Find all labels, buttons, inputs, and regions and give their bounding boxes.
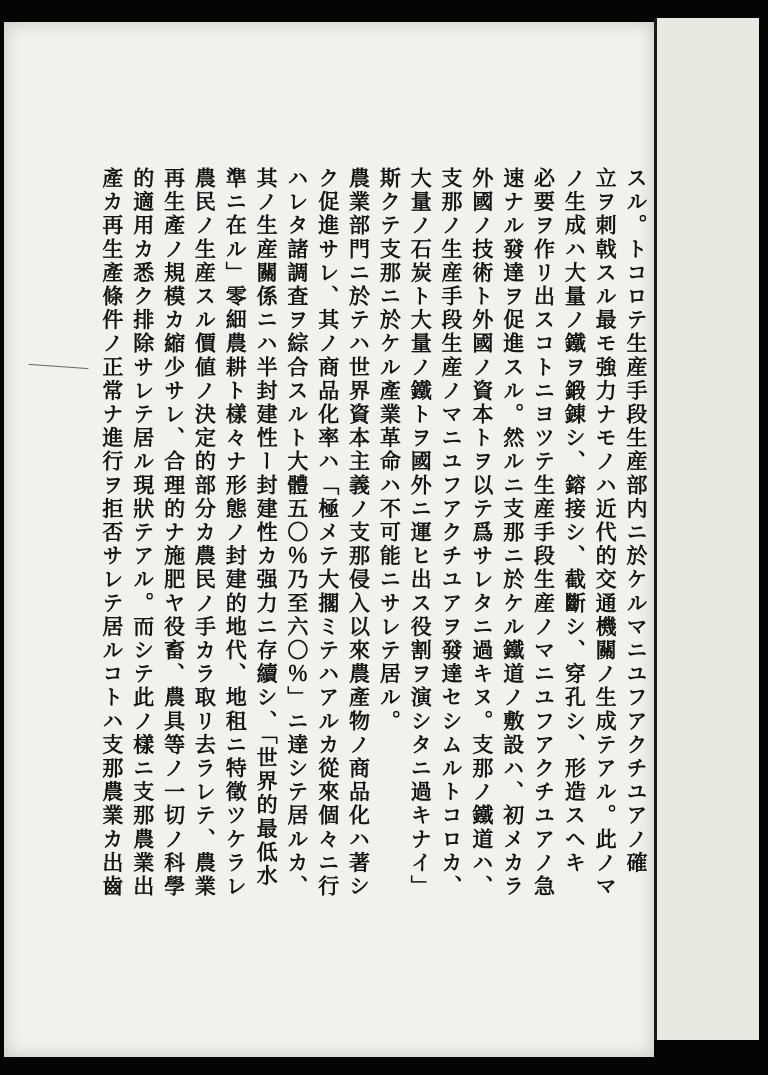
text-column: 的適用カ悉ク排除サレテ居ル現狀テアル。而シテ此ノ樣ニ支那農業出 [130,167,156,899]
text-column: 立ヲ刺戟スル最モ強力ナモノハ近代的交通機關ノ生成テアル。此ノマ [593,167,619,899]
text-column: 支那ノ生産手段生産ノマニユフアクチユアヲ發達セシムルトコロカ、 [439,167,465,899]
text-column: 斯クテ支那ニ於ケル產業革命ハ不可能ニサレテ居ル。 [377,167,403,734]
text-column: 外國ノ技術ト外國ノ資本トヲ以テ爲サレタニ過キヌ。支那ノ鐵道ハ、 [469,167,495,899]
adjacent-page-edge [654,18,759,1040]
text-column: ノ生成ハ大量ノ鐵ヲ鍛錬シ、鎔接シ、截斷シ、穿孔シ、形造スヘキ [562,167,588,875]
text-column: 再生產ノ規模カ縮少サレ、合理的ナ施肥ヤ役畜、農具等ノ一切ノ科學 [161,167,187,899]
text-column: 速ナル發達ヲ促進スル。然ルニ支那ニ於ケル鐵道ノ敷設ハ、初メカラ [500,167,526,899]
stray-pen-mark [29,350,90,369]
text-column: 其ノ生産關係ニハ半封建性ー封建性カ强力ニ存續シ、「世界的最低水 [254,167,280,889]
text-column: ハレタ諸調査ヲ綜合スルト大體五〇％乃至六〇％」ニ達シテ居ルカ、 [284,167,310,899]
text-column: 農業部門ニ於テハ世界資本主義ノ支那侵入以來農產物ノ商品化ハ著シ [346,167,372,899]
text-column: ク促進サレ、其ノ商品化率ハ「極メテ大擱ミテハアルカ從來個々ニ行 [315,167,341,899]
text-column: 準ニ在ル」零細農耕ト樣々ナ形態ノ封建的地代、地租ニ特徵ツケラレ [223,167,249,899]
text-column: スル。トコロテ生産手段生産部内ニ於ケルマニユフアクチユアノ確 [624,167,649,875]
text-column: 產カ再生產條件ノ正常ナ進行ヲ拒否サレテ居ルコトハ支那農業カ出齒 [99,167,125,899]
text-column: 必要ヲ作リ出スコトニヨツテ生産手段生産ノマニユフアクチユアノ急 [531,167,557,899]
text-column: 大量ノ石炭ト大量ノ鐵トヲ國外ニ運ヒ出ス役割ヲ演シタニ過キナイ」 [408,167,434,899]
vertical-text-body [99,167,654,997]
document-page [4,22,654,1057]
text-column: 農民ノ生産スル價値ノ決定的部分カ農民ノ手カラ取リ去ラレテ、農業 [192,167,218,899]
